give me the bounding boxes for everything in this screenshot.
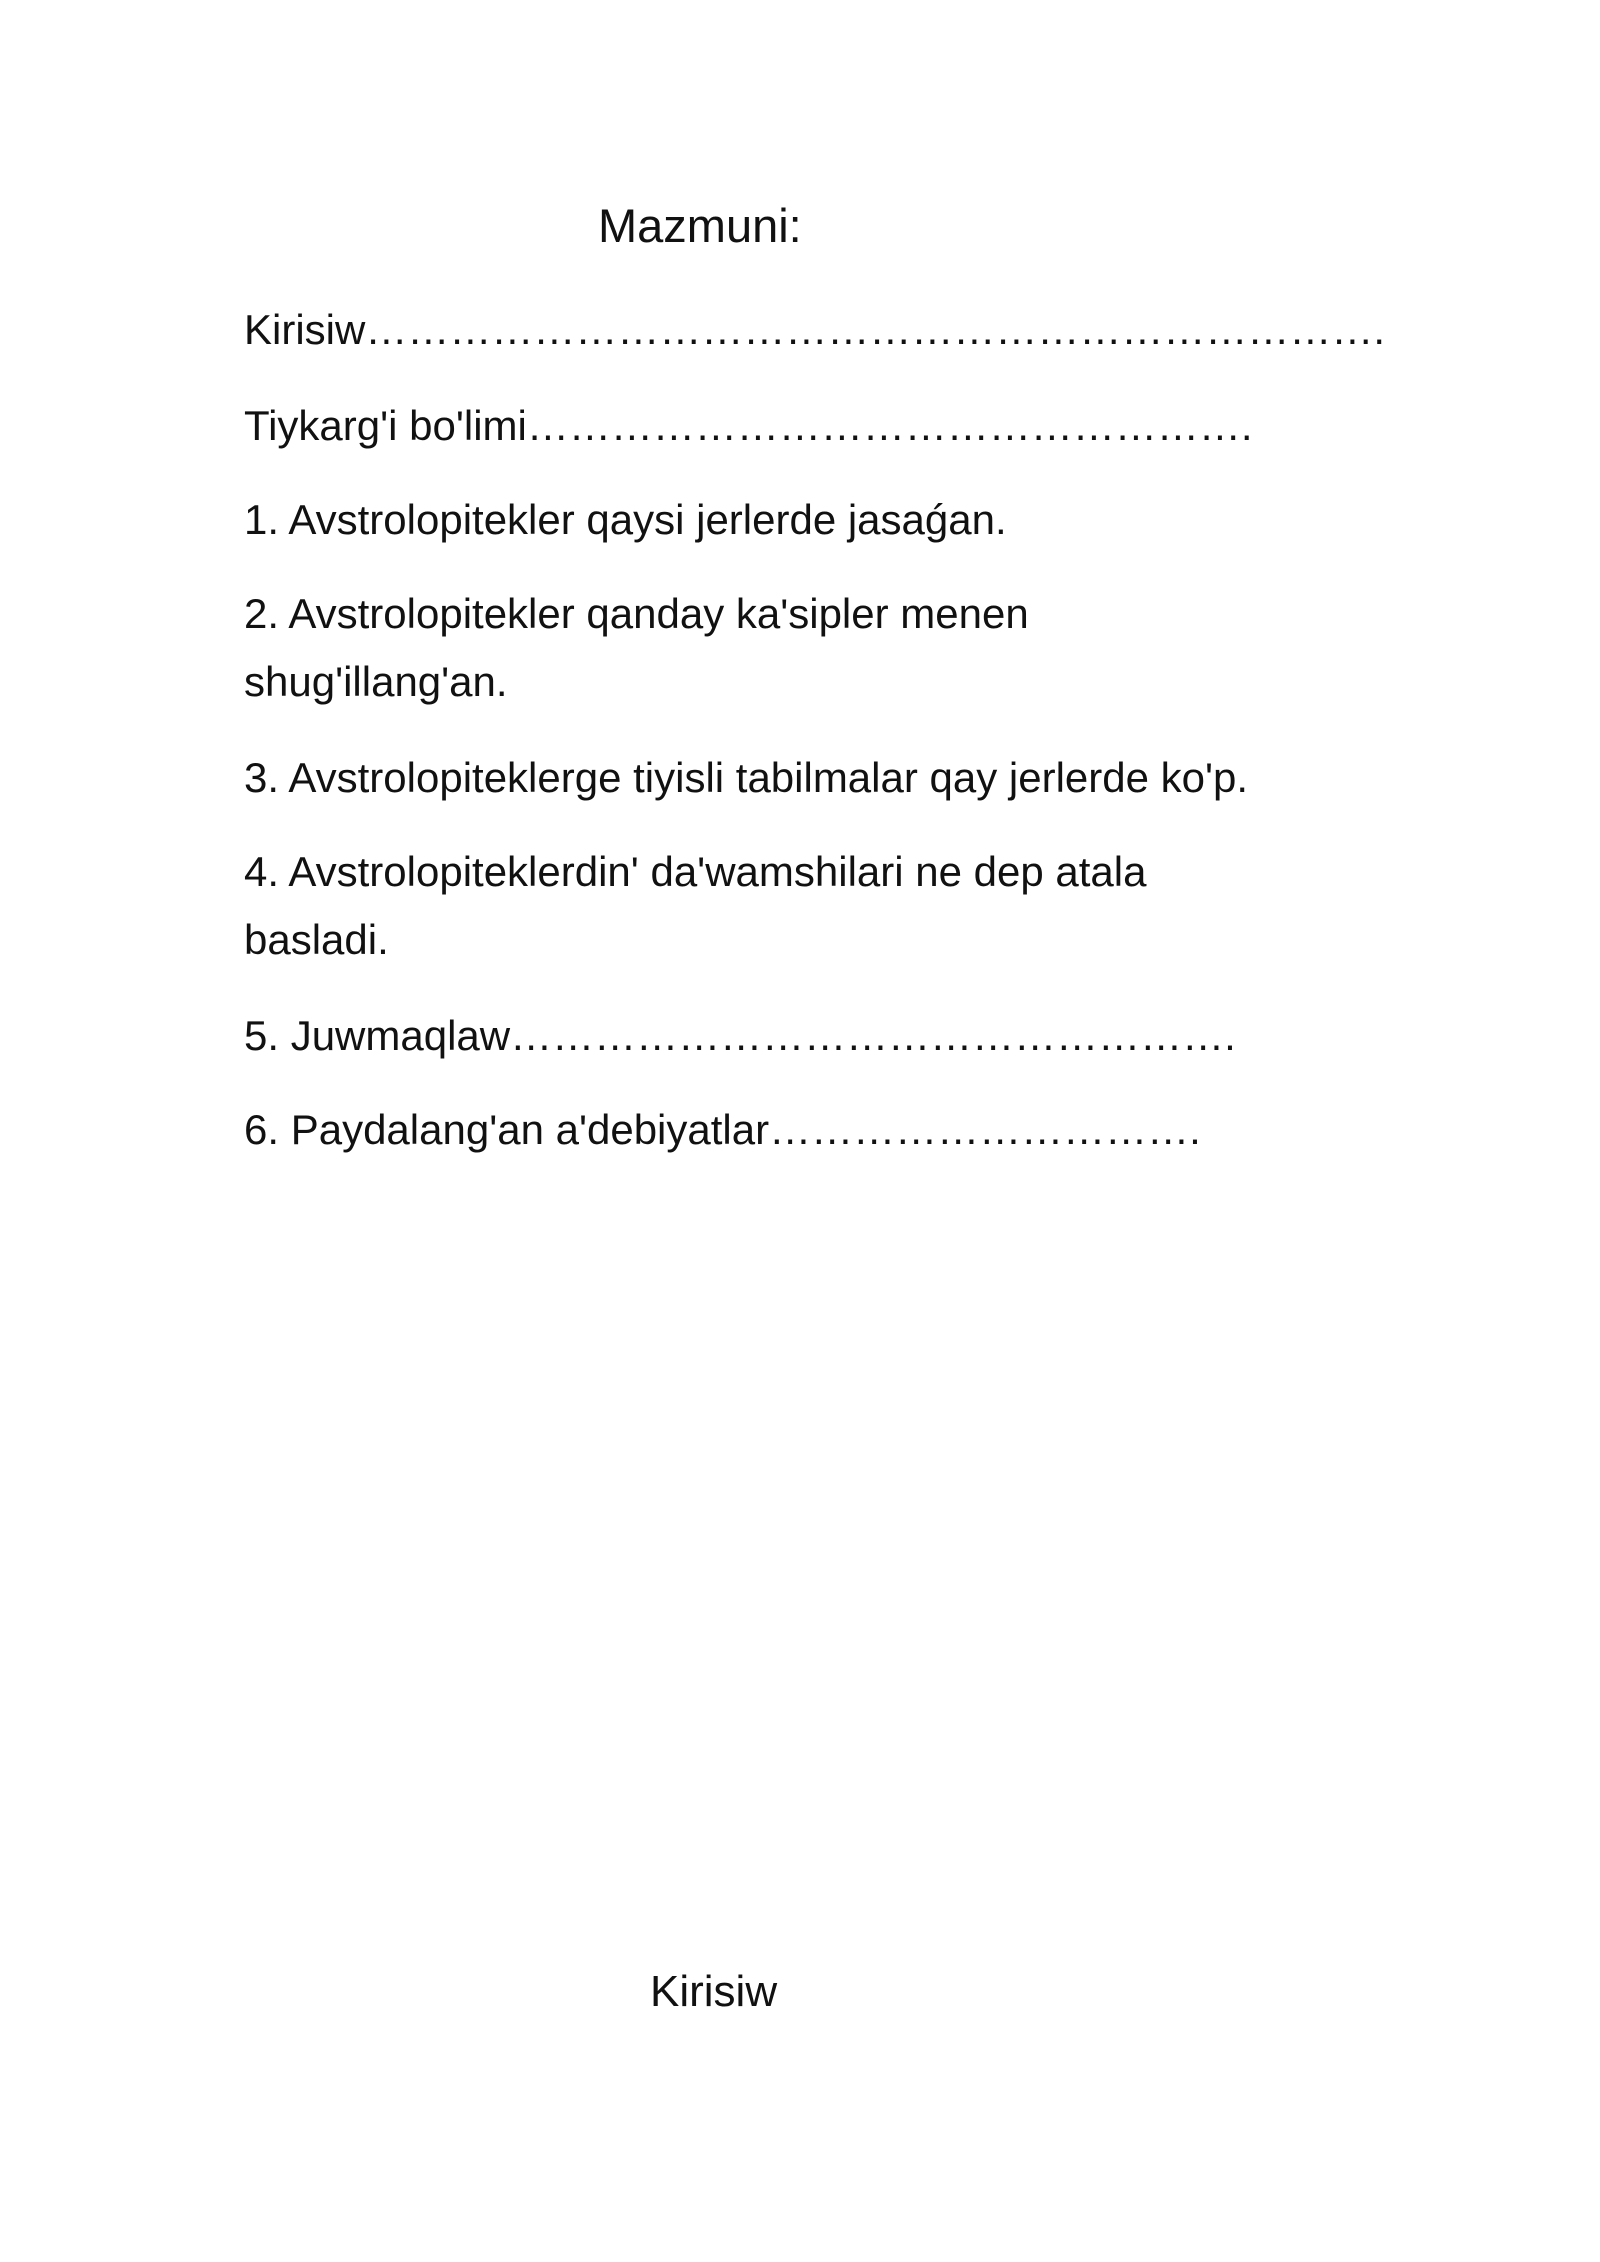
toc-item-2-line-1: 2. Avstrolopitekler qanday ka'sipler menen [244,590,1029,637]
section-heading: Kirisiw [650,1967,778,2016]
toc-title: Mazmuni: [598,199,802,252]
toc-item-6: 6. Paydalang'an a'debiyatlar…………………………. [244,1106,1201,1153]
toc-item-3: 3. Avstrolopiteklerge tiyisli tabilmalar qay jerlerde ko'p. [244,754,1249,801]
toc-item-main-part: Tiykarg'i bo'limi……………………………………………. [244,402,1253,449]
toc-item-5: 5. Juwmaqlaw……………………………………………. [244,1012,1236,1059]
toc-item-1: 1. Avstrolopitekler qaysi jerlerde jasaǵan. [244,496,1007,543]
toc-item-2-line-2: shug'illang'an. [244,658,508,705]
toc-item-introduction: Kirisiw………………………………………………………………. [244,306,1385,353]
toc-item-4-line-1: 4. Avstrolopiteklerdin' da'wamshilari ne dep atala [244,848,1147,895]
toc-item-4-line-2: basladi. [244,916,389,963]
